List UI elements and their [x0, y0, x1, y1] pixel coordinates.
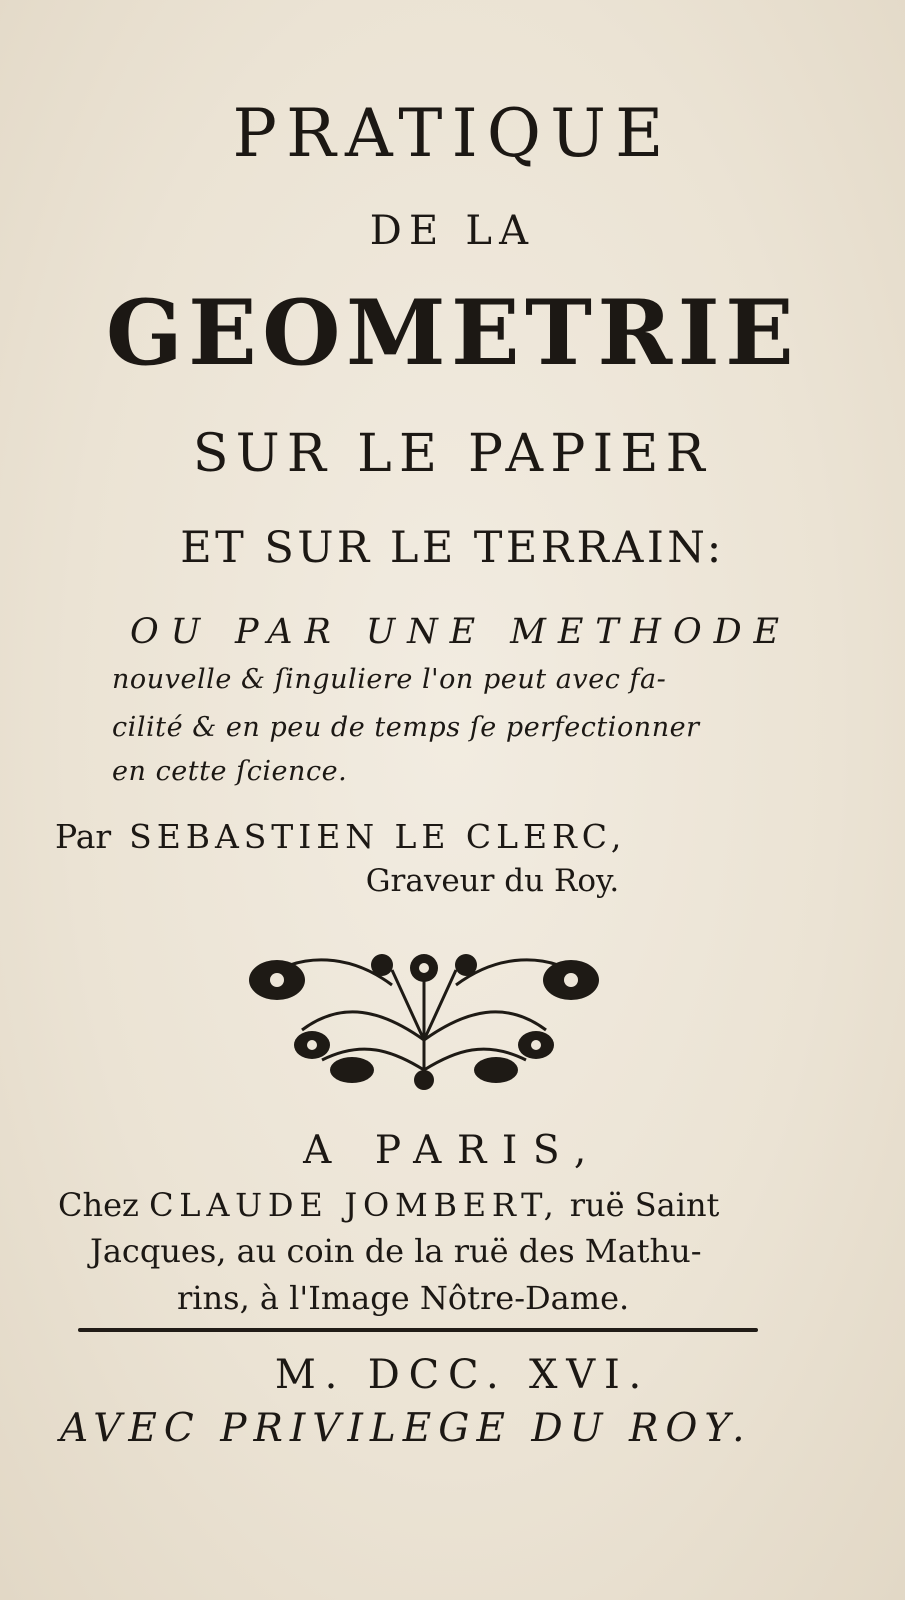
description-line: cilité & en peu de temps ſe perfectionner	[112, 712, 700, 743]
title-de-la: DE LA	[369, 208, 536, 254]
publisher-prefix: Chez	[58, 1186, 139, 1224]
address-line: Jacques, au coin de la ruë des Mathu-	[90, 1232, 702, 1270]
floral-ornament-icon	[242, 940, 606, 1095]
imprint-city: A PARIS,	[303, 1128, 602, 1173]
address-line: rins, à l'Image Nôtre-Dame.	[177, 1279, 630, 1317]
privilege-line: AVEC PRIVILEGE DU ROY.	[60, 1406, 752, 1451]
author-role: Graveur du Roy.	[365, 863, 620, 899]
title-et-sur-le-terrain: ET SUR LE TERRAIN:	[180, 523, 725, 573]
publisher-suffix: ruë Saint	[569, 1186, 720, 1224]
publisher-name: CLAUDE JOMBERT,	[149, 1186, 560, 1224]
description-line: nouvelle & ſinguliere l'on peut avec fa-	[112, 664, 667, 695]
byline	[55, 817, 626, 856]
title-pratique: PRATIQUE	[232, 95, 673, 172]
author-name: SEBASTIEN LE CLERC,	[129, 817, 627, 856]
imprint-date: M. DCC. XVI.	[274, 1352, 651, 1398]
divider-rule	[78, 1328, 758, 1332]
byline-prefix: Par	[55, 817, 112, 856]
title-sur-le-papier: SUR LE PAPIER	[192, 424, 713, 484]
publisher-line	[58, 1186, 719, 1224]
description-line: en cette ſcience.	[112, 756, 348, 787]
title-geometrie: GEOMETRIE	[105, 280, 800, 386]
subtitle-caps: OU PAR UNE METHODE	[130, 612, 791, 652]
